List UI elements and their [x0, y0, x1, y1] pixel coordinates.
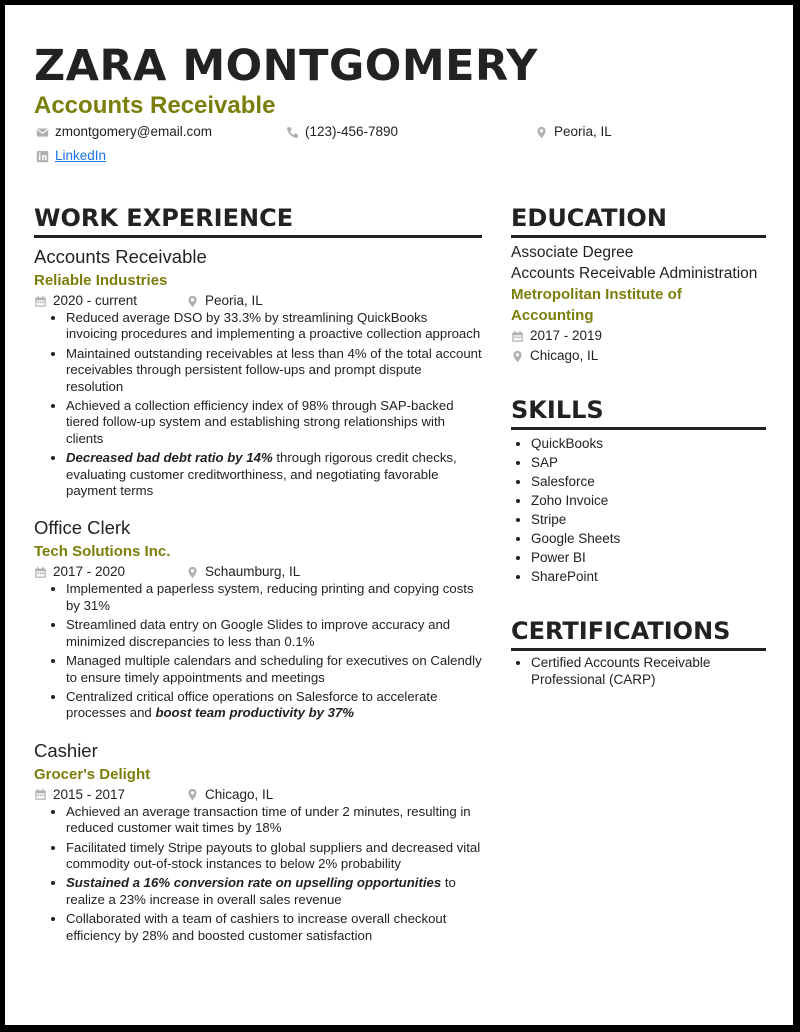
bullet-item — [66, 346, 482, 395]
bullet-highlight: boost team productivity by 37% — [155, 705, 355, 721]
company-name: Grocer's Delight — [34, 765, 151, 783]
skill-item: • Zoho Invoice — [531, 491, 766, 510]
linkedin-icon — [36, 150, 49, 163]
skill-item: • SAP — [531, 453, 766, 472]
job-location-text: Chicago, IL — [205, 786, 274, 802]
job-dates — [34, 786, 186, 804]
candidate-name: ZARA MONTGOMERY — [34, 41, 538, 91]
job-location-text: Peoria, IL — [205, 293, 263, 308]
education-location — [511, 346, 766, 366]
work-experience-heading: WORK EXPERIENCE — [34, 201, 482, 238]
education-school: Metropolitan Institute of Accounting — [511, 286, 682, 324]
bullet-item — [66, 840, 482, 873]
bullet-text: Facilitated timely Stripe payouts to global suppliers and decreased vital commodity out-of-stock instances to below 2% probability — [66, 839, 481, 871]
skills-heading: SKILLS — [511, 393, 766, 430]
contact-linkedin — [36, 147, 106, 165]
bullet-item — [66, 689, 482, 722]
bullet-item — [66, 450, 482, 499]
bullet-text: Collaborated with a team of cashiers to increase overall checkout efficiency by 28% and boosted customer satisfaction — [66, 911, 447, 943]
job-meta — [34, 786, 482, 804]
job-meta — [34, 292, 482, 310]
location-text: Peoria, IL — [554, 124, 612, 139]
envelope-icon — [36, 126, 49, 139]
job-title: Accounts Receivable — [34, 246, 207, 267]
education-entry — [511, 242, 766, 366]
job-dates-text: 2015 - 2017 — [53, 786, 126, 802]
right-column — [511, 201, 766, 688]
job-title: Cashier — [34, 739, 98, 761]
bullet-text: through rigorous credit checks, evaluating customer creditworthiness, and negotiating favorable payment terms — [66, 450, 457, 499]
job-list — [34, 244, 482, 944]
contact-location — [535, 123, 612, 141]
calendar-icon — [34, 566, 47, 579]
contact-email — [36, 123, 212, 141]
bullet-item — [66, 804, 482, 837]
skills-list — [511, 434, 766, 586]
contact-phone — [286, 123, 398, 141]
linkedin-link[interactable]: LinkedIn — [55, 148, 107, 163]
bullet-text: Achieved a collection efficiency index of 98% through SAP-backed tiered follow-up system and establishing strong relationships with clients — [66, 398, 454, 446]
bullet-text: Managed multiple calendars and scheduling for executives on Calendly to ensure timely appointments and meetings — [66, 653, 482, 685]
bullet-text: Reduced average DSO by 33.3% by streamlining QuickBooks invoicing procedures and implementing a proactive collection approach — [66, 310, 481, 342]
job-location — [186, 292, 263, 310]
job-bullets — [34, 804, 482, 944]
bullet-item — [66, 581, 482, 614]
bullet-highlight: Sustained a 16% conversion rate on upselling opportunities — [66, 875, 442, 891]
job-bullets — [34, 310, 482, 499]
bullet-item — [66, 398, 482, 447]
education-dates-text: 2017 - 2019 — [530, 328, 603, 343]
bullet-text: Centralized critical office operations on Salesforce to accelerate processes and — [66, 688, 438, 721]
education-degree: Associate Degree — [511, 244, 634, 261]
resume-page — [5, 5, 793, 1025]
bullet-item — [66, 310, 482, 343]
job-dates-text: 2017 - 2020 — [53, 564, 126, 580]
map-pin-icon — [511, 350, 524, 363]
skill-item: • SharePoint — [531, 567, 766, 586]
job-title: Office Clerk — [34, 517, 131, 539]
phone-icon — [286, 126, 299, 139]
company-name: Tech Solutions Inc. — [34, 543, 171, 561]
job-dates — [34, 292, 186, 310]
education-field: Accounts Receivable Administration — [511, 265, 758, 282]
skill-item: • Stripe — [531, 510, 766, 529]
bullet-text: Maintained outstanding receivables at less than 4% of the total account receivables through persistent follow-ups and prompt dispute resolution — [66, 345, 482, 394]
company-name: Reliable Industries — [34, 272, 168, 289]
certifications-list — [511, 655, 766, 688]
job-location — [186, 563, 300, 581]
job-entry — [34, 515, 482, 721]
job-bullets — [34, 581, 482, 721]
education-location-text: Chicago, IL — [530, 348, 599, 363]
certifications-heading: CERTIFICATIONS — [511, 614, 766, 651]
bullet-text: Achieved an average transaction time of under 2 minutes, resulting in reduced customer wait times by 18% — [66, 803, 471, 836]
education-heading: EDUCATION — [511, 201, 766, 238]
bullet-item — [66, 653, 482, 686]
map-pin-icon — [535, 126, 548, 139]
calendar-icon — [511, 330, 524, 343]
bullet-highlight: Decreased bad debt ratio by 14% — [66, 450, 273, 466]
map-pin-icon — [186, 295, 199, 308]
skill-item: • Power BI — [531, 548, 766, 567]
bullet-item — [66, 617, 482, 650]
bullet-text: Streamlined data entry on Google Slides to improve accuracy and minimized discrepancies to less than 0.1% — [66, 617, 451, 649]
certification-item: • Certified Accounts Receivable Professional (CARP) — [531, 655, 766, 688]
calendar-icon — [34, 788, 47, 801]
left-column — [34, 201, 482, 947]
job-entry — [34, 244, 482, 499]
job-meta — [34, 563, 482, 581]
skill-item: • Salesforce — [531, 472, 766, 491]
job-dates — [34, 563, 186, 581]
job-dates-text: 2020 - current — [53, 293, 138, 308]
map-pin-icon — [186, 566, 199, 579]
phone-text: (123)-456-7890 — [305, 124, 399, 139]
bullet-text: Implemented a paperless system, reducing printing and copying costs by 31% — [66, 581, 474, 613]
job-location — [186, 786, 273, 804]
skill-item: • QuickBooks — [531, 434, 766, 453]
email-text: zmontgomery@email.com — [55, 124, 212, 139]
bullet-text: to realize a 23% increase in overall sales revenue — [66, 875, 456, 907]
education-dates — [511, 326, 766, 346]
candidate-headline: Accounts Receivable — [34, 92, 276, 119]
job-entry — [34, 738, 482, 944]
calendar-icon — [34, 295, 47, 308]
map-pin-icon — [186, 788, 199, 801]
skill-item: • Google Sheets — [531, 529, 766, 548]
bullet-item — [66, 911, 482, 944]
job-location-text: Schaumburg, IL — [205, 564, 301, 580]
bullet-item — [66, 875, 482, 908]
